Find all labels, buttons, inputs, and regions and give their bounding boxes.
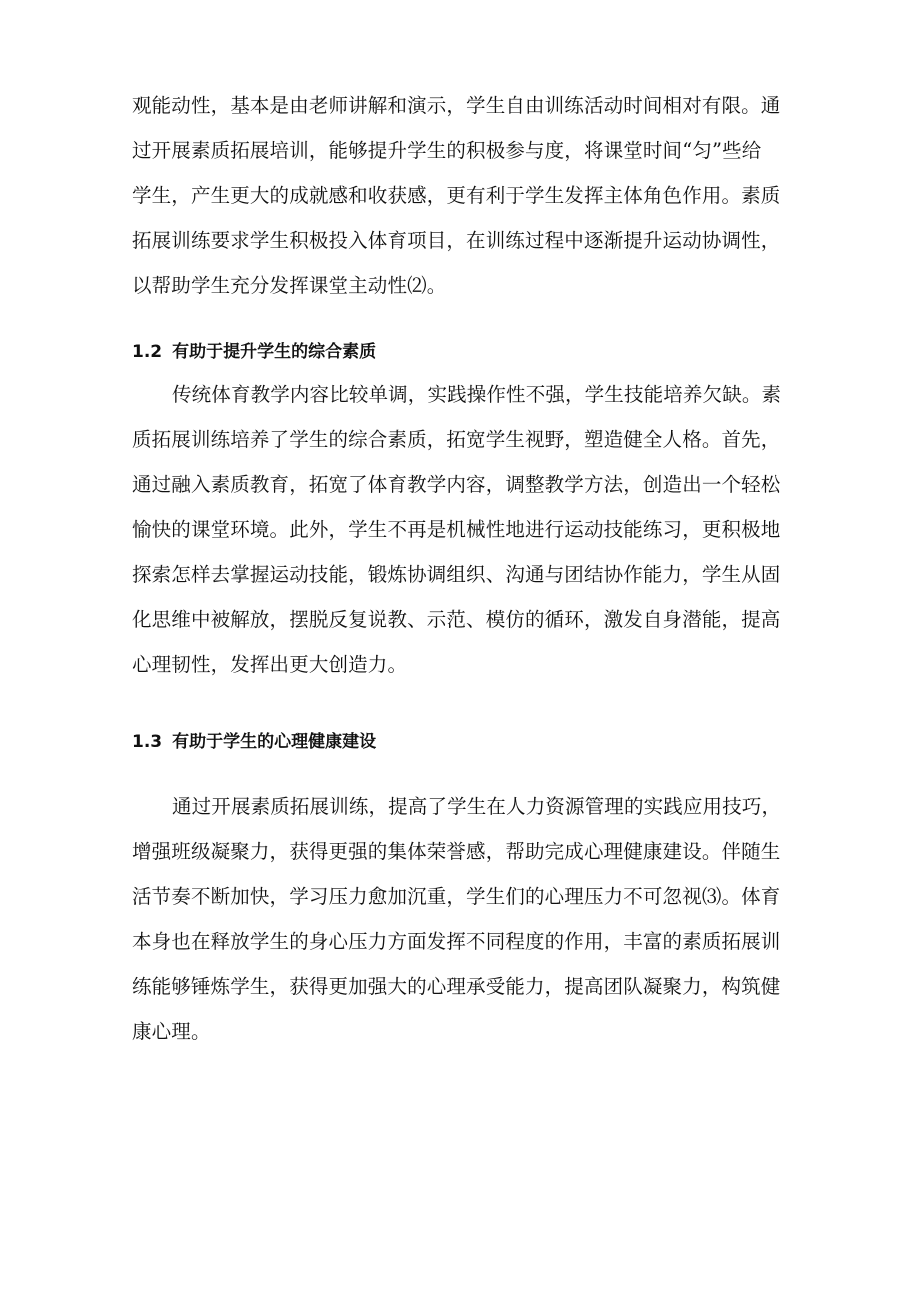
section-number: 1.2 — [132, 342, 163, 362]
paragraph-line: 拓展训练要求学生积极投入体育项目，在训练过程中逐渐提升运动协调性， — [132, 229, 781, 252]
paragraph-line: 探索怎样去掌握运动技能，锻炼协调组织、沟通与团结协作能力，学生从固 — [132, 563, 781, 586]
section-heading-1-2 — [132, 344, 376, 361]
paragraph-line: 康心理。 — [132, 1020, 211, 1043]
section-number: 1.3 — [132, 732, 163, 752]
paragraph-line: 化思维中被解放，摆脱反复说教、示范、模仿的循环，激发自身潜能，提高 — [132, 608, 781, 631]
paragraph-line: 观能动性，基本是由老师讲解和演示，学生自由训练活动时间相对有限。通 — [132, 94, 781, 117]
section-heading-1-3 — [132, 734, 376, 751]
paragraph-line: 增强班级凝聚力，获得更强的集体荣誉感，帮助完成心理健康建设。伴随生 — [132, 840, 781, 863]
paragraph-line: 练能够锤炼学生，获得更加强大的心理承受能力，提高团队凝聚力，构筑健 — [132, 975, 781, 998]
paragraph-line: 本身也在释放学生的身心压力方面发挥不同程度的作用，丰富的素质拓展训 — [132, 930, 781, 953]
section-title: 有助于学生的心理健康建设 — [172, 732, 377, 752]
section-title: 有助于提升学生的综合素质 — [172, 342, 377, 362]
paragraph-line: 通过开展素质拓展训练，提高了学生在人力资源管理的实践应用技巧， — [172, 795, 782, 818]
paragraph-line: 通过融入素质教育，拓宽了体育教学内容，调整教学方法，创造出一个轻松 — [132, 473, 781, 496]
paragraph-line: 学生，产生更大的成就感和收获感，更有利于学生发挥主体角色作用。素质 — [132, 184, 781, 207]
paragraph-line: 心理韧性，发挥出更大创造力。 — [132, 653, 408, 676]
paragraph-line: 活节奏不断加快，学习压力愈加沉重，学生们的心理压力不可忽视⑶。体育 — [132, 885, 781, 908]
paragraph-line: 质拓展训练培养了学生的综合素质，拓宽学生视野，塑造健全人格。首先， — [132, 428, 781, 451]
paragraph-line: 传统体育教学内容比较单调，实践操作性不强，学生技能培养欠缺。素 — [172, 383, 782, 406]
paragraph-line: 愉快的课堂环境。此外，学生不再是机械性地进行运动技能练习，更积极地 — [132, 518, 781, 541]
paragraph-line: 以帮助学生充分发挥课堂主动性⑵。 — [132, 274, 447, 297]
paragraph-line: 过开展素质拓展培训，能够提升学生的积极参与度，将课堂时间“匀”些给 — [132, 139, 762, 162]
